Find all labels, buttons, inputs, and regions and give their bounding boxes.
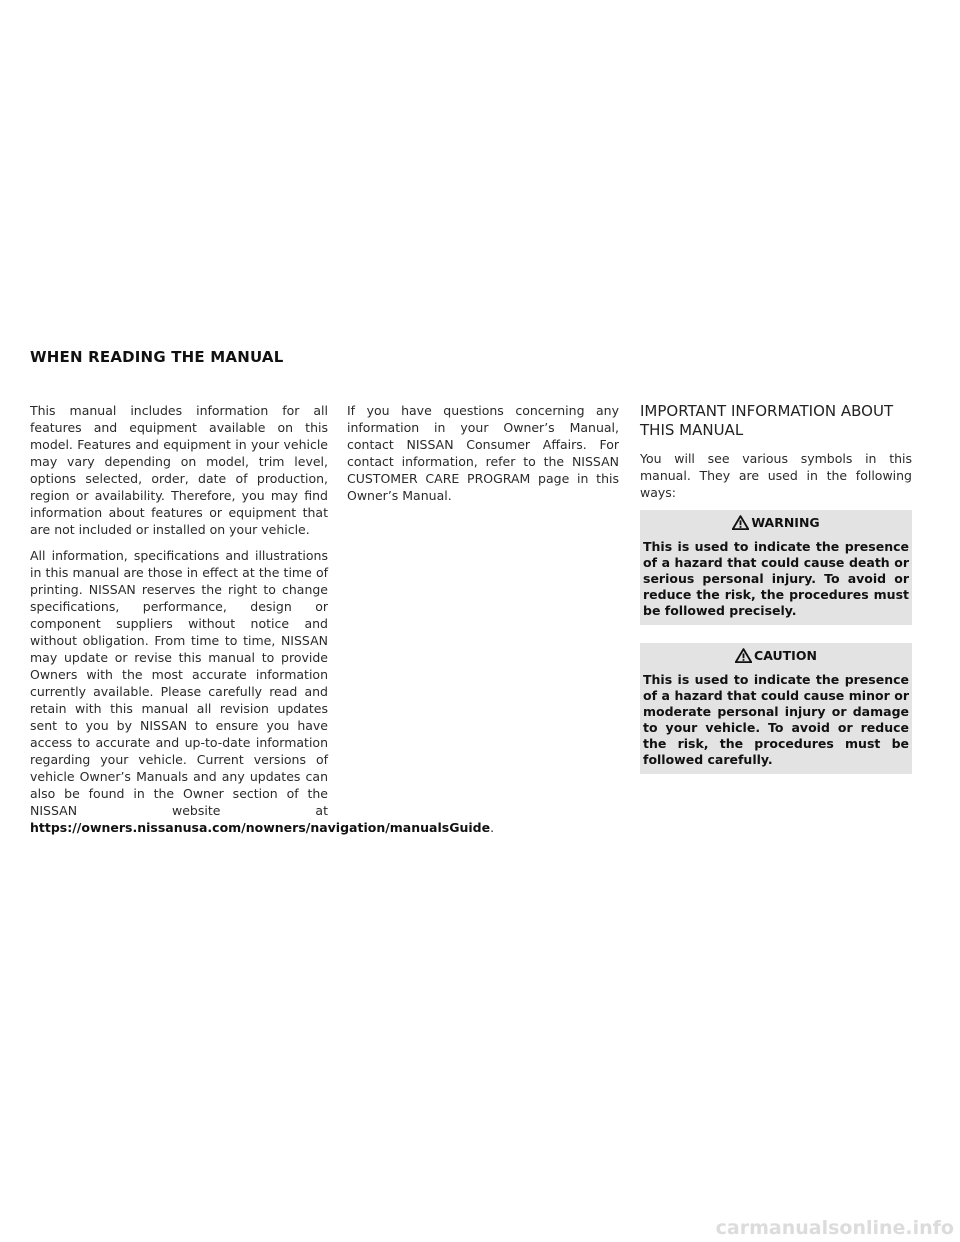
caution-text: This is used to indicate the presence of a hazard that could cause minor or moderate personal injury or damage to your vehicle. To avoid or reduce the risk, the procedures must be followed carefully. — [643, 672, 909, 767]
paragraph-specifications-text: All information, specifications and illustrations in this manual are those in effect at the time of printing. NISSAN reserves the right to change specifications, performance, design or component suppliers without notice and without obligation. From time to time, NISSAN may update or revise this manual to provide Owners with the most accurate information currently available. Please carefully read and retain with this manual all revision updates sent to you by NISSAN to ensure you have access to accurate and up-to-date information regarding your vehicle. Current versions of vehicle Owner’s Manuals and any updates can also be found in the Owner section of the NISSAN website at — [30, 548, 328, 818]
paragraph-symbols-intro: You will see various symbols in this manual. They are used in the following ways: — [640, 451, 912, 500]
warning-label: WARNING — [751, 515, 820, 530]
url-period: . — [490, 820, 495, 835]
paragraph-specifications — [30, 547, 495, 836]
column-middle — [347, 402, 619, 513]
subheading-important-information: IMPORTANT INFORMATION ABOUT THIS MANUAL — [640, 402, 894, 439]
warning-box — [640, 510, 912, 625]
section-title: WHEN READING THE MANUAL — [30, 348, 284, 366]
watermark: carmanualsonline.info — [715, 1217, 954, 1239]
warning-triangle-icon — [735, 648, 752, 663]
caution-label: CAUTION — [754, 648, 817, 663]
caution-header — [643, 647, 909, 664]
warning-text: This is used to indicate the presence of a hazard that could cause death or serious personal injury. To avoid or reduce the risk, the procedures must be followed precisely. — [643, 539, 909, 618]
caution-box — [640, 643, 912, 774]
warning-triangle-icon — [732, 515, 749, 530]
warning-header — [643, 514, 909, 531]
manuals-guide-link[interactable]: https://owners.nissanusa.com/nowners/navigation/manualsGuide — [30, 820, 491, 835]
column-right — [640, 402, 912, 792]
paragraph-consumer-affairs: If you have questions concerning any information in your Owner’s Manual, contact NISSAN Consumer Affairs. For contact information, refer to the NISSAN CUSTOMER CARE PROGRAM page in this Owner’s Manual. — [347, 403, 619, 503]
paragraph-features: This manual includes information for all features and equipment available on this model. Features and equipment in your vehicle may vary depending on model, trim level, options selected, order, date of production, region or availability. Therefore, you may find information about features or equipment that are not included or installed on your vehicle. — [30, 403, 328, 537]
